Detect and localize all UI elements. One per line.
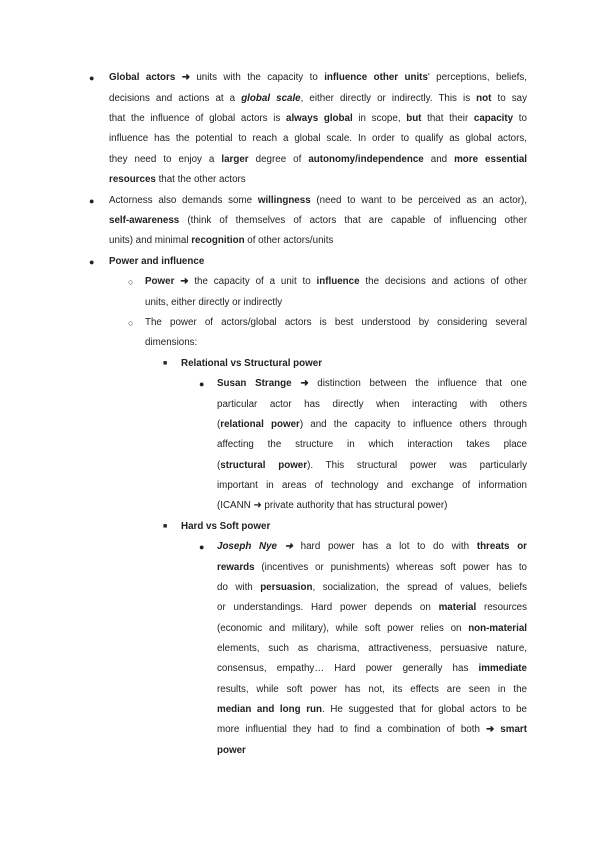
paragraph-line — [109, 195, 527, 207]
paragraph-line — [217, 724, 527, 736]
text-run: hard power has a lot to do with — [292, 541, 477, 552]
paragraph-line — [217, 439, 527, 451]
text-run: more influential they had to find a combination of both — [217, 724, 486, 735]
text-run: The power of actors/global actors is best understood by considering several — [145, 317, 527, 328]
paragraph-line — [145, 276, 527, 288]
text-run: always global — [286, 113, 353, 124]
paragraph-line — [217, 623, 527, 635]
text-run: power — [217, 745, 246, 756]
text-run: results, while soft power has not, its effects are seen in the — [217, 684, 527, 695]
text-run: or understandings. Hard power depends on — [217, 602, 439, 613]
text-run: ). This structural power was particularly — [307, 460, 527, 471]
text-run: ( — [217, 460, 221, 471]
text-run: units) and minimal — [109, 235, 192, 246]
paragraph-line — [217, 480, 527, 492]
paragraph-line — [217, 419, 527, 431]
subsection-heading: Relational vs Structural power — [181, 358, 323, 369]
text-run: but — [406, 113, 422, 124]
text-run: units, either directly or indirectly — [145, 297, 283, 308]
text-run: willingness — [257, 195, 311, 206]
text-run: Actorness also demands some — [109, 195, 258, 206]
text-run: the decisions and actions of other — [359, 276, 527, 287]
paragraph-line — [109, 72, 527, 84]
text-run: persuasion — [260, 582, 313, 593]
text-run: particular actor has directly when interacting with others — [217, 399, 527, 410]
text-run: that the influence of global actors is — [109, 113, 287, 124]
text-run: Power ➜ — [145, 276, 189, 287]
paragraph-line — [109, 133, 527, 145]
text-run: units with the capacity to — [196, 72, 325, 83]
text-run: (ICANN ➜ private authority that has structural power) — [217, 500, 448, 511]
bullet-dot: ● — [199, 379, 205, 389]
text-run: (incentives or punishments) whereas soft power has to — [254, 562, 527, 573]
paragraph-line — [145, 297, 282, 309]
paragraph-line — [109, 93, 527, 105]
text-run: influence has the potential to reach a global scale. In order to qualify as global actors, — [109, 133, 527, 144]
text-run: global scale — [241, 93, 301, 104]
text-run: decisions and actions at a — [109, 93, 242, 104]
text-run: that their — [421, 113, 474, 124]
text-run: and — [423, 154, 455, 165]
text-run: do with — [217, 582, 261, 593]
text-run: ' perceptions, beliefs, — [427, 72, 527, 83]
paragraph-line — [145, 337, 197, 349]
text-run: influence — [316, 276, 360, 287]
bullet-dot: ● — [89, 257, 95, 267]
text-run: resources — [476, 602, 527, 613]
text-run: self-awareness — [109, 215, 180, 226]
text-run: (need to want to be perceived as an actor), — [310, 195, 527, 206]
text-run: ( — [217, 419, 221, 430]
text-run: Joseph Nye ➜ — [217, 541, 293, 552]
text-run: influence other units — [324, 72, 428, 83]
bullet-dot: ● — [89, 73, 95, 83]
paragraph-line — [217, 663, 527, 675]
text-run: Global actors ➜ — [109, 72, 197, 83]
paragraph-line — [217, 582, 527, 594]
text-run: recognition — [191, 235, 245, 246]
subsection-heading: Hard vs Soft power — [181, 521, 271, 532]
text-run: that the other actors — [155, 174, 246, 185]
text-run: resources — [109, 174, 156, 185]
paragraph-line — [217, 399, 527, 411]
text-run: rewards — [217, 562, 255, 573]
text-run: , either directly or indirectly. This is — [300, 93, 477, 104]
bullet-dot: ● — [89, 196, 95, 206]
text-run: relational power — [220, 419, 300, 430]
text-run: to — [513, 113, 527, 124]
text-run: . He suggested that for global actors to be — [322, 704, 527, 715]
paragraph-line — [145, 317, 527, 329]
paragraph-line — [217, 378, 527, 390]
paragraph-line — [217, 684, 527, 696]
paragraph-line — [109, 215, 527, 227]
paragraph-line — [109, 154, 527, 166]
paragraph-line — [217, 643, 527, 655]
bullet-square: ■ — [163, 360, 168, 367]
text-run: not — [476, 93, 492, 104]
text-run: non-material — [468, 623, 527, 634]
text-run: ) and the capacity to influence others through — [299, 419, 527, 430]
text-run: affecting the structure in which interaction takes place — [217, 439, 527, 450]
paragraph-line — [109, 235, 333, 247]
paragraph-line — [217, 562, 527, 574]
section-heading: Power and influence — [109, 256, 205, 267]
paragraph-line — [217, 602, 527, 614]
bullet-dot: ● — [199, 542, 205, 552]
paragraph-line — [109, 174, 246, 186]
text-run: more essential — [454, 154, 527, 165]
paragraph-line — [217, 745, 246, 757]
text-run: , socialization, the spread of values, beliefs — [312, 582, 528, 593]
text-run: to say — [491, 93, 527, 104]
text-run: Susan Strange ➜ — [217, 378, 309, 389]
text-run: material — [438, 602, 477, 613]
text-run: capacity — [473, 113, 514, 124]
bullet-circle: ○ — [128, 318, 134, 328]
text-run: threats or — [476, 541, 527, 552]
text-run: dimensions: — [145, 337, 198, 348]
text-run: degree of — [248, 154, 309, 165]
text-run: structural power — [220, 460, 308, 471]
paragraph-line — [217, 704, 527, 716]
text-run: of other actors/units — [244, 235, 334, 246]
bullet-square: ■ — [163, 523, 168, 530]
text-run: larger — [221, 154, 249, 165]
text-run: (think of themselves of actors that are capable of influencing other — [179, 215, 527, 226]
text-run: consensus, empathy… Hard power generally has — [217, 663, 479, 674]
text-run: important in areas of technology and exchange of information — [217, 480, 527, 491]
text-run: immediate — [478, 663, 527, 674]
bullet-circle: ○ — [128, 277, 134, 287]
text-run: median and long run — [217, 704, 322, 715]
text-run: in scope, — [352, 113, 407, 124]
text-run: elements, such as charisma, attractiveness, persuasive nature, — [217, 643, 527, 654]
paragraph-line — [217, 500, 447, 512]
text-run: the capacity of a unit to — [188, 276, 317, 287]
text-run: autonomy/independence — [308, 154, 424, 165]
paragraph-line — [217, 541, 527, 553]
paragraph-line — [109, 113, 527, 125]
text-run: (economic and military), while soft power relies on — [217, 623, 469, 634]
paragraph-line — [217, 460, 527, 472]
text-run: distinction between the influence that one — [308, 378, 527, 389]
text-run: ➜ smart — [486, 724, 527, 735]
text-run: they need to enjoy a — [109, 154, 222, 165]
